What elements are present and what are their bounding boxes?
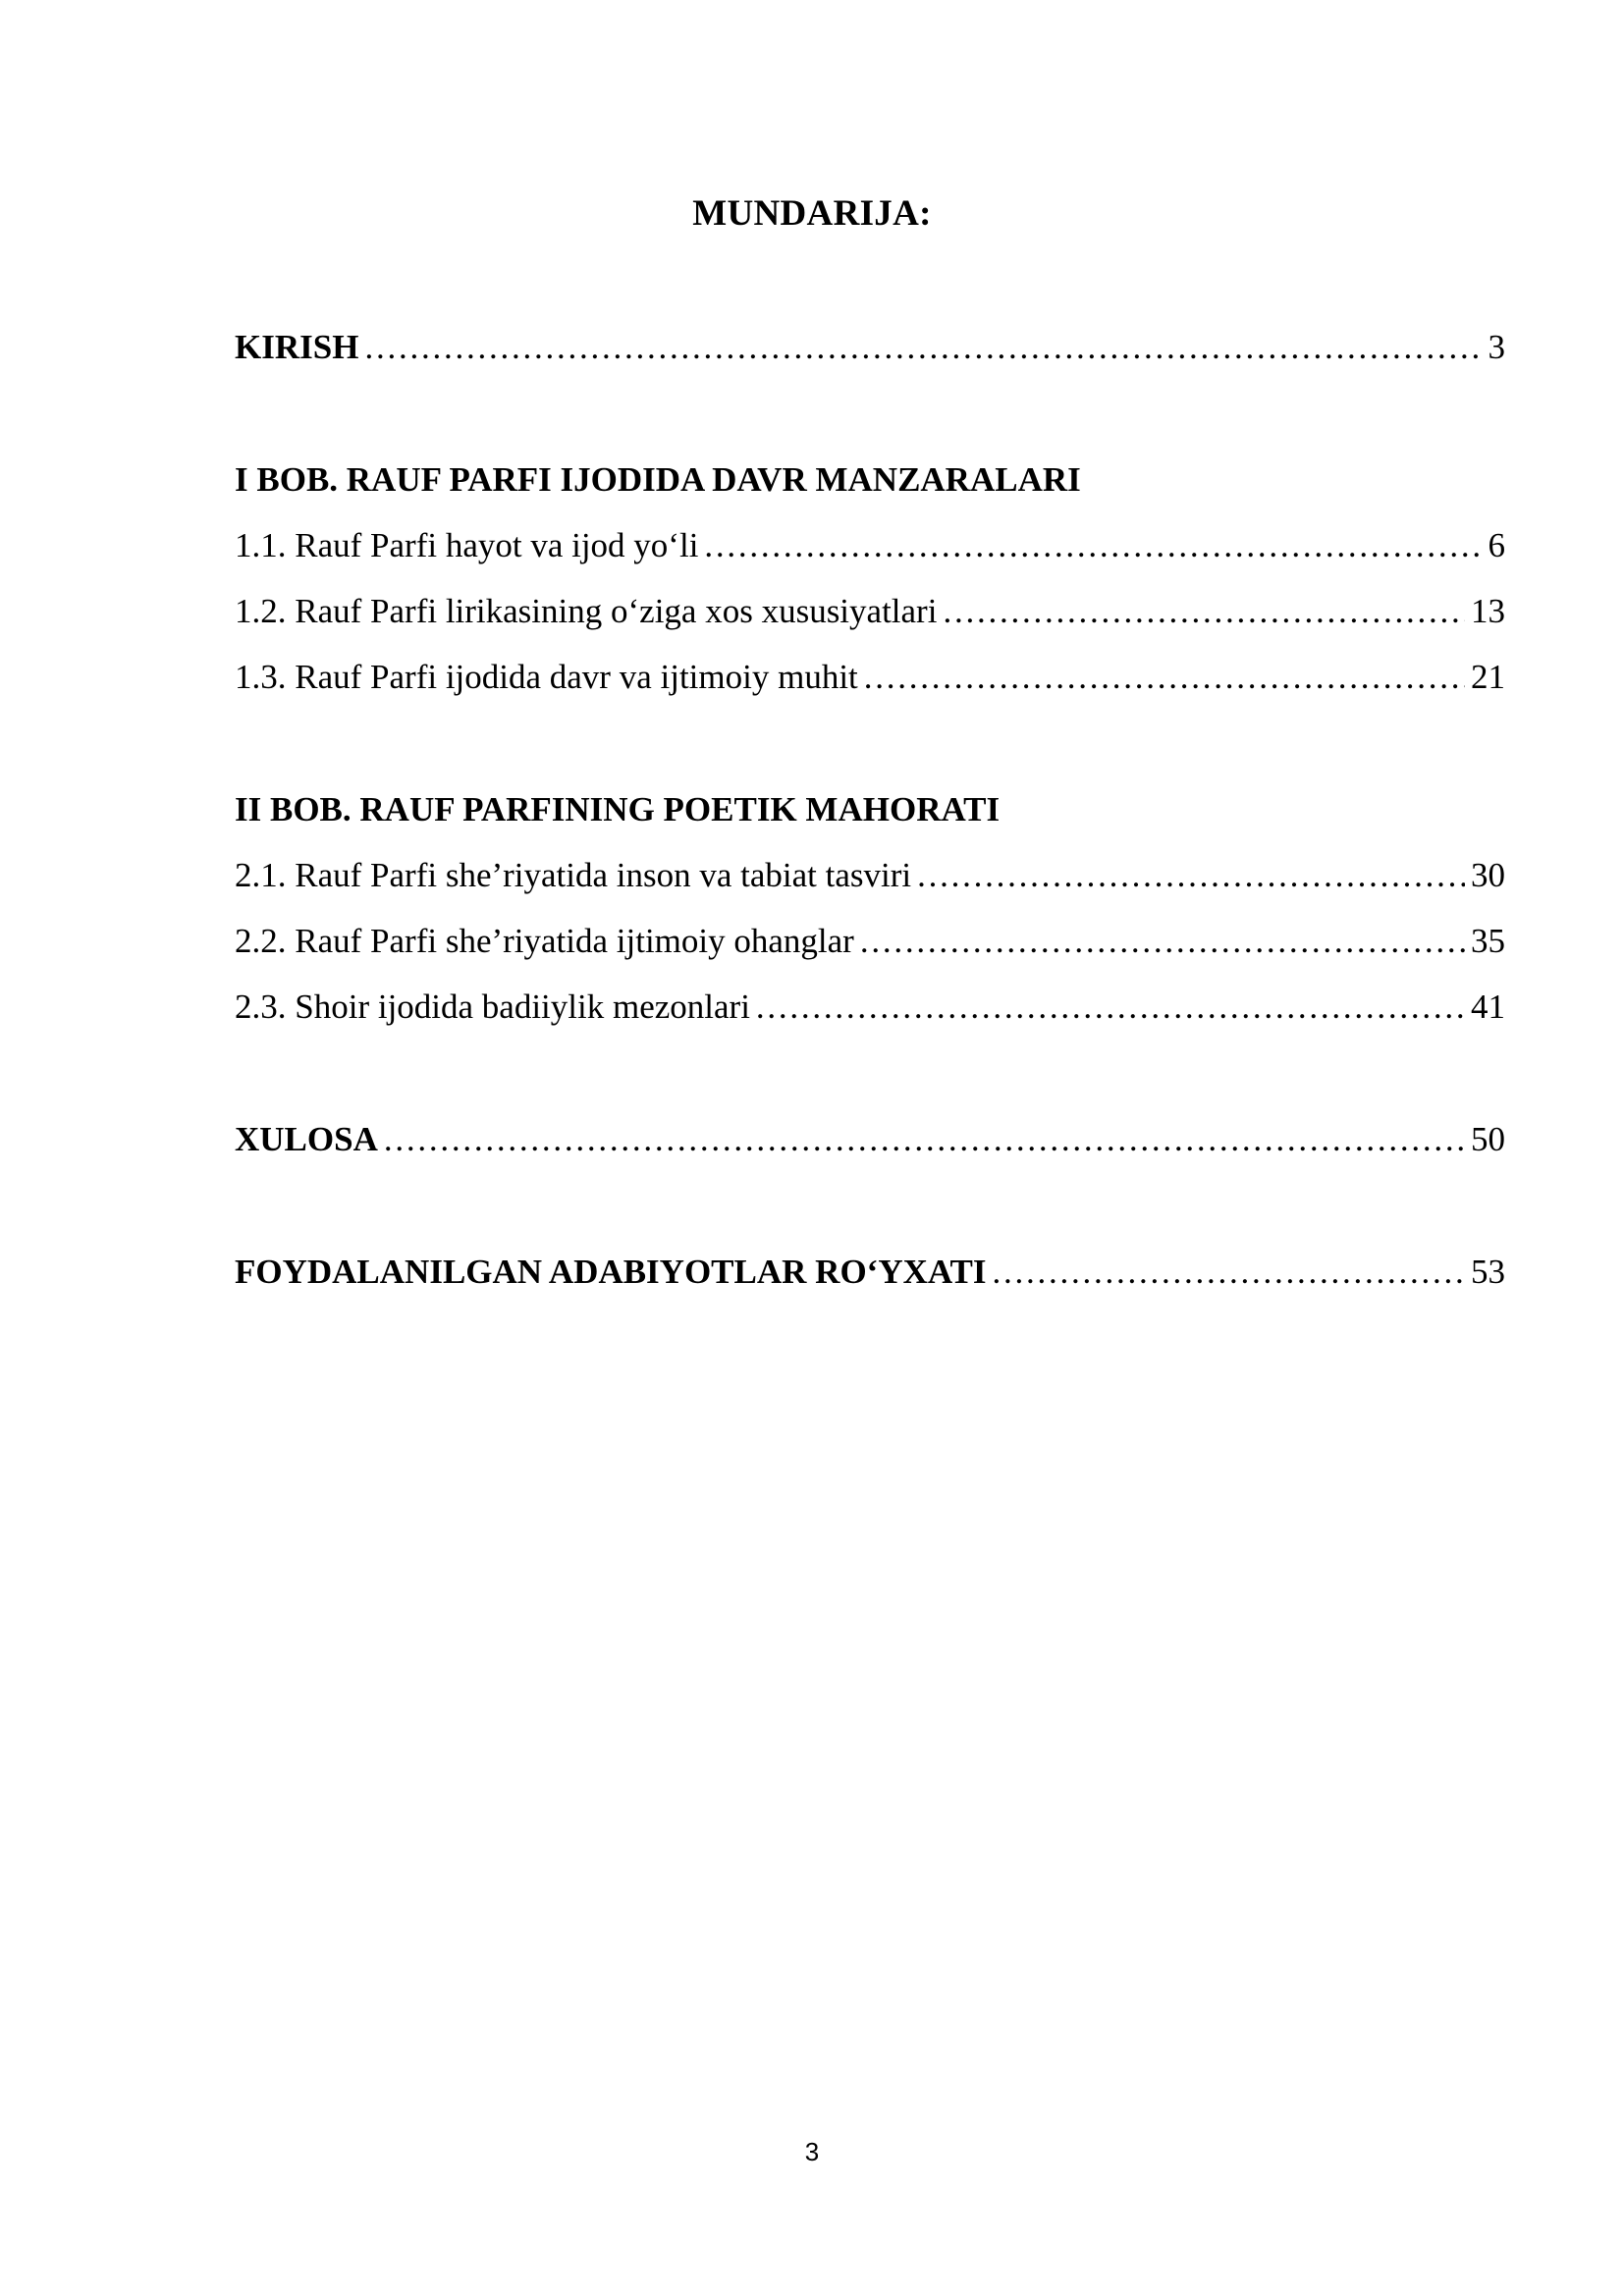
toc-page-number: 53 <box>1471 1253 1505 1291</box>
toc-page-number: 6 <box>1488 526 1505 564</box>
toc-entry-2-3[interactable] <box>235 986 1505 1029</box>
footer-page-number: 3 <box>804 2137 820 2166</box>
toc-entry-label: 2.3. Shoir ijodida badiiylik mezonlari <box>235 988 750 1026</box>
toc-page-number: 21 <box>1471 658 1505 696</box>
toc-entry-adabiyotlar[interactable] <box>235 1251 1505 1294</box>
toc-entry-label: 1.2. Rauf Parfi lirikasining o‘ziga xos xususiyatlari <box>235 592 938 630</box>
page-title: MUNDARIJA: <box>692 193 932 234</box>
toc-entry-2-1[interactable] <box>235 854 1505 897</box>
dot-leader <box>756 986 1465 1029</box>
toc-page-number: 41 <box>1471 988 1505 1026</box>
dot-leader <box>384 1118 1465 1161</box>
dot-leader <box>943 590 1465 633</box>
dot-leader <box>364 326 1482 369</box>
toc-entry-1-2[interactable] <box>235 590 1505 633</box>
chapter-2-heading[interactable]: II BOB. RAUF PARFINING POETIK MAHORATI <box>235 790 1001 828</box>
toc-entry-label: 2.2. Rauf Parfi she’riyatida ijtimoiy ohanglar <box>235 922 854 960</box>
toc-page-number: 3 <box>1488 328 1505 366</box>
toc-entry-1-1[interactable] <box>235 524 1505 567</box>
toc-entry-1-3[interactable] <box>235 656 1505 699</box>
toc-entry-kirish[interactable] <box>235 326 1505 369</box>
toc-page-number: 13 <box>1471 592 1505 630</box>
toc-entry-label: XULOSA <box>235 1120 378 1158</box>
dot-leader <box>860 920 1465 963</box>
toc-entry-label: KIRISH <box>235 328 359 366</box>
toc-entry-label: 2.1. Rauf Parfi she’riyatida inson va tabiat tasviri <box>235 856 912 894</box>
toc-entry-label: 1.3. Rauf Parfi ijodida davr va ijtimoiy muhit <box>235 658 858 696</box>
toc-page-number: 35 <box>1471 922 1505 960</box>
chapter-1-heading[interactable]: I BOB. RAUF PARFI IJODIDA DAVR MANZARALARI <box>235 460 1081 499</box>
toc-entry-xulosa[interactable] <box>235 1118 1505 1161</box>
dot-leader <box>993 1251 1465 1294</box>
dot-leader <box>864 656 1465 699</box>
dot-leader <box>704 524 1482 567</box>
toc-page-number: 50 <box>1471 1120 1505 1158</box>
toc-entry-label: 1.1. Rauf Parfi hayot va ijod yo‘li <box>235 526 699 564</box>
toc-entry-label: FOYDALANILGAN ADABIYOTLAR RO‘YXATI <box>235 1253 987 1291</box>
toc-page-number: 30 <box>1471 856 1505 894</box>
dot-leader <box>917 854 1465 897</box>
toc-entry-2-2[interactable] <box>235 920 1505 963</box>
